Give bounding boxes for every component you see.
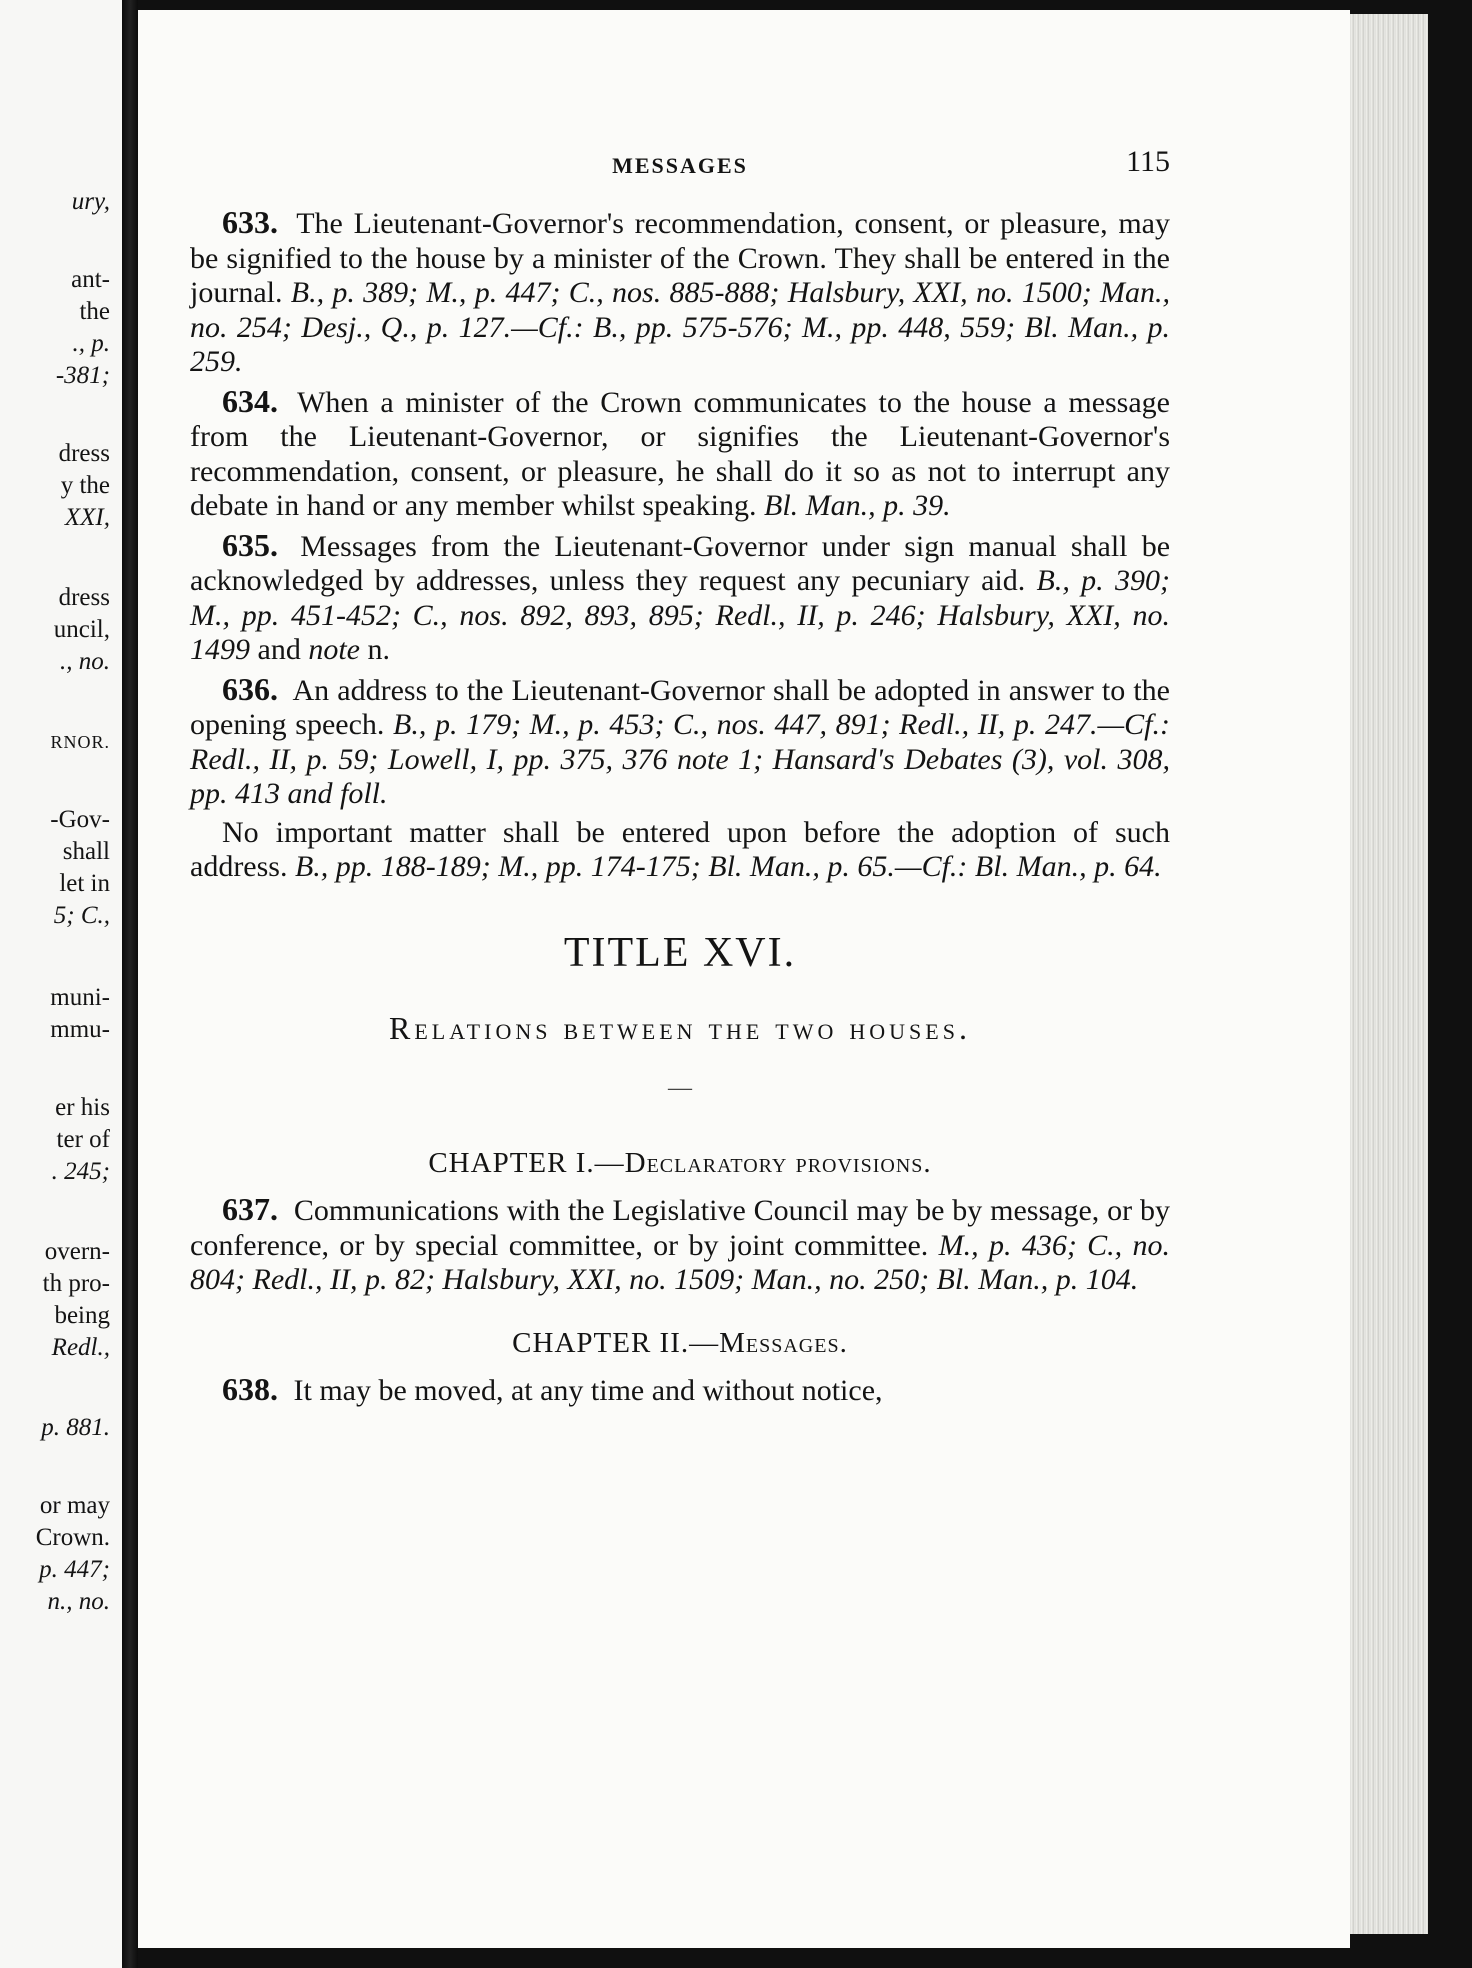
paragraph-text: It may be moved, at any time and without notice, — [293, 1374, 883, 1407]
paragraph-text: The Lieutenant-Governor's recommendation, consent, or pleasure, may be signified to the house by a minister of the Crown. They shall be entered in the journal. — [190, 207, 1170, 309]
left-page-fragment: ury, — [71, 188, 110, 215]
left-page-fragment: . 245; — [51, 1158, 110, 1185]
paragraph-number: 637. — [222, 1191, 278, 1227]
left-page-fragment: RNOR. — [50, 732, 110, 752]
left-page-fragment: th pro- — [42, 1270, 110, 1297]
left-page-fragment: dress — [58, 584, 110, 611]
left-page-fragment: 5; C., — [53, 902, 110, 929]
left-page-fragment: ant- — [71, 266, 110, 293]
paragraph-633 — [190, 205, 1170, 380]
left-page-fragment: being — [54, 1302, 110, 1329]
paragraph-number: 635. — [222, 526, 278, 563]
title-subheading: Relations between the two houses. — [389, 1009, 971, 1046]
paragraph-text: Communications with the Legislative Council may be by message, or by conference, or by special committee, or by joint committee. — [190, 1194, 1171, 1262]
page-content — [190, 145, 1170, 1413]
paragraph-636 — [190, 672, 1170, 812]
left-page-fragment: -381; — [55, 362, 110, 389]
left-page-fragment: ., p. — [72, 330, 110, 357]
left-page-edge — [0, 0, 122, 1968]
book-gutter — [122, 0, 138, 1968]
left-page-fragment: -Gov- — [50, 806, 110, 833]
citation: B., p. 179; M., p. 453; C., nos. 447, 891; Redl., II, p. 247.—Cf.: Redl., II, p. 59; Lowell, I, pp. 375, 376 note 1; Hansard's Debates (3), vol. 308, pp. 413 and foll. — [190, 708, 1170, 810]
left-page-fragment: uncil, — [53, 616, 110, 643]
citation-note: note — [308, 633, 360, 666]
paragraph-637 — [190, 1192, 1170, 1298]
citation-end: n. — [367, 633, 390, 666]
left-page-fragment: y the — [60, 472, 110, 499]
page-edges — [1350, 14, 1428, 1934]
paragraph-number: 633. — [222, 204, 278, 240]
left-page-fragment: overn- — [44, 1238, 110, 1265]
left-page-fragment: mmu- — [50, 1016, 110, 1043]
left-page-fragment: n., no. — [47, 1588, 110, 1615]
left-page-fragment: p. 447; — [39, 1556, 110, 1583]
left-page-fragment: or may — [39, 1492, 110, 1519]
paragraph-634 — [190, 384, 1170, 524]
citation: Bl. Man., p. 39. — [764, 489, 951, 522]
paragraph-text: An address to the Lieutenant-Governor shall be adopted in answer to the opening speech. — [190, 673, 1170, 741]
left-page-fragment: Crown. — [35, 1524, 110, 1551]
left-page-fragment: Redl., — [51, 1334, 110, 1361]
title-heading: TITLE XVI. — [563, 929, 797, 976]
citation: B., p. 390; M., pp. 451-452; C., nos. 892, 893, 895; Redl., II, p. 246; Halsbury, XXI, no. 1499 — [190, 564, 1170, 666]
left-page-fragment: shall — [62, 838, 110, 865]
left-page-fragment: XXI, — [64, 504, 110, 531]
left-page-fragment: er his — [55, 1094, 110, 1121]
left-page-fragment: dress — [58, 440, 110, 467]
page-number: 115 — [1126, 145, 1170, 178]
paragraph-638 — [190, 1372, 1170, 1409]
chapter-heading-2: CHAPTER II.—Messages. — [512, 1326, 848, 1359]
left-page-fragment: the — [79, 298, 110, 325]
paragraph-text: When a minister of the Crown communicates to the house a message from the Lieutenant-Governor, or signifies the Lieutenant-Governor's recommendation, consent, or pleasure, he shall do it so as not to interrupt any debate in hand or any member whilst speaking. — [190, 385, 1170, 522]
paragraph-number: 638. — [222, 1371, 278, 1407]
left-page-fragment: muni- — [50, 984, 110, 1011]
left-page-fragment: ter of — [56, 1126, 110, 1153]
running-title: MESSAGES — [612, 153, 748, 178]
citation: M., p. 436; C., no. 804; Redl., II, p. 82; Halsbury, XXI, no. 1509; Man., no. 250; Bl. Man., p. 104. — [190, 1228, 1171, 1296]
paragraph-number: 634. — [222, 382, 278, 419]
left-page-fragment: p. 881. — [41, 1414, 110, 1441]
paragraph-636-continued — [190, 816, 1170, 885]
paragraph-text: Messages from the Lieutenant-Governor under sign manual shall be acknowledged by addresses, unless they request any pecuniary aid. — [190, 529, 1171, 597]
running-head — [190, 145, 1170, 185]
chapter-heading-1: CHAPTER I.—Declaratory provisions. — [428, 1146, 932, 1179]
paragraph-number: 636. — [222, 670, 278, 707]
left-page-fragment: let in — [59, 870, 110, 897]
citation: B., pp. 188-189; M., pp. 174-175; Bl. Man., p. 65.—Cf.: Bl. Man., p. 64. — [294, 850, 1162, 883]
paragraph-635 — [190, 528, 1170, 668]
citation: B., p. 389; M., p. 447; C., nos. 885-888; Halsbury, XXI, no. 1500; Man., no. 254; Desj., Q., p. 127.—Cf.: B., pp. 575-576; M., pp. 448, 559; Bl. Man., p. 259. — [190, 276, 1170, 378]
separator: — — [668, 1075, 692, 1101]
left-page-fragment: ., no. — [60, 648, 110, 675]
citation-tail: and — [257, 633, 301, 666]
paragraph-text: No important matter shall be entered upon before the adoption of such address. — [190, 815, 1170, 883]
